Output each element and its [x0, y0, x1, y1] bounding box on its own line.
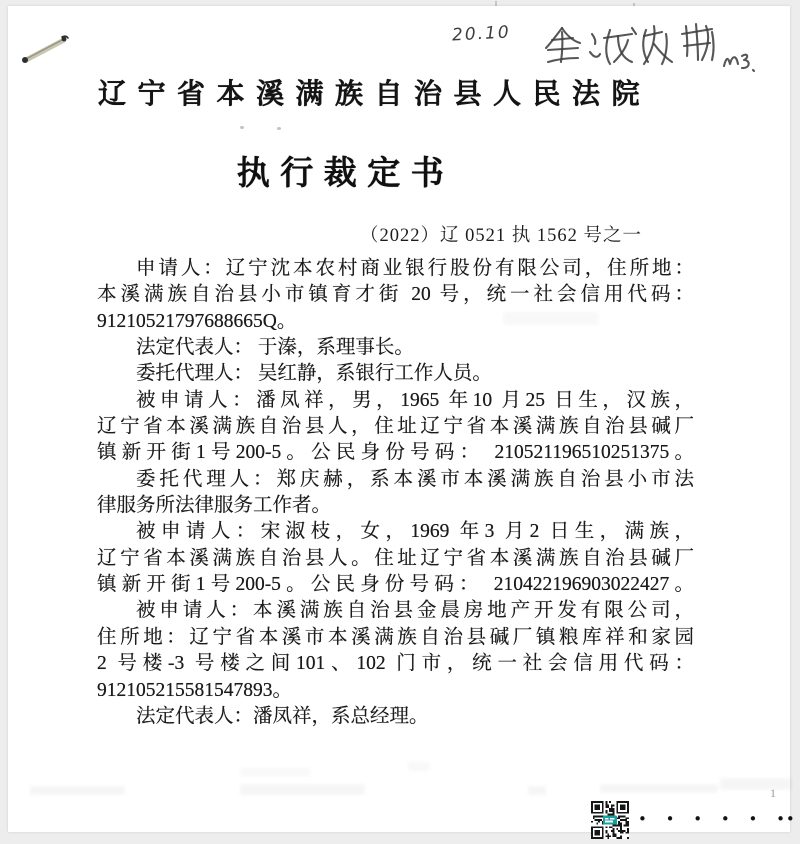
- handwritten-date: 20.10: [451, 22, 512, 46]
- staple-icon: [18, 28, 74, 68]
- body-line: 2 号楼-3 号楼之间101、102 门市，统一社会信用代码：: [97, 653, 694, 675]
- bleed-through-mark: [240, 768, 310, 776]
- court-name: 辽宁省本溪满族自治县人民法院: [97, 79, 651, 110]
- bleed-through-mark: [600, 784, 718, 793]
- document-title: 执行裁定书: [236, 156, 455, 192]
- body-line: 辽宁省本溪满族自治县人。住址辽宁省本溪满族自治县碱厂: [97, 547, 694, 569]
- handwritten-annotation: [440, 12, 770, 78]
- handwritten-note-transcription: [440, 12, 441, 13]
- handwritten-signature-scribble: [540, 12, 760, 78]
- document-body: [97, 256, 694, 730]
- bleed-through-mark: [240, 784, 365, 795]
- body-line: 委托代理人：郑庆赫，系本溪市本溪满族自治县小市法: [136, 468, 694, 490]
- body-line: 91210521797688665Q。: [97, 310, 297, 332]
- body-line: 辽宁省本溪满族自治县人，住址辽宁省本溪满族自治县碱厂: [97, 416, 694, 438]
- document-page: [8, 6, 796, 832]
- body-line: 被申请人：潘凤祥，男，1965 年10 月25 日生，汉族，: [136, 389, 694, 411]
- bleed-through-mark: [503, 312, 598, 325]
- body-line: 被申请人：宋淑枝，女，1969 年3 月2 日生，满族，: [136, 521, 694, 543]
- body-line: 法定代表人： 于溱，系理事长。: [136, 337, 414, 359]
- bleed-through-mark: [720, 778, 792, 790]
- case-number: （2022）辽 0521 执 1562 号之一: [359, 226, 642, 246]
- body-line: 申请人：辽宁沈本农村商业银行股份有限公司，住所地：: [136, 258, 694, 279]
- bleed-through-mark: [528, 786, 546, 795]
- qr-code: [591, 801, 629, 839]
- page-number: 1: [770, 786, 776, 800]
- scan-artifact-dot: [277, 127, 281, 130]
- bleed-through-mark: [30, 786, 125, 795]
- body-line: 镇新开街1号200-5。公民身份号码： 210521196510251375。: [97, 442, 694, 464]
- body-line: 委托代理人： 吴红静，系银行工作人员。: [136, 363, 492, 385]
- body-line: 镇新开街1号200-5。公民身份号码： 210422196903022427。: [97, 574, 694, 596]
- body-line: 本溪满族自治县小市镇育才街 20 号，统一社会信用代码：: [97, 284, 694, 306]
- body-line: 住所地：辽宁省本溪市本溪满族自治县碱厂镇粮库祥和家园: [97, 626, 694, 648]
- scan-artifact-dot: [240, 126, 244, 129]
- bleed-through-mark: [408, 762, 430, 771]
- footer-dots: • • • • • ••: [638, 810, 796, 828]
- body-line: 律服务所法律服务工作者。: [97, 495, 332, 517]
- body-line: 法定代表人：潘凤祥，系总经理。: [136, 705, 429, 727]
- body-line: 被申请人：本溪满族自治县金晨房地产开发有限公司，: [136, 600, 694, 622]
- body-line: 912105215581547893。: [97, 679, 293, 701]
